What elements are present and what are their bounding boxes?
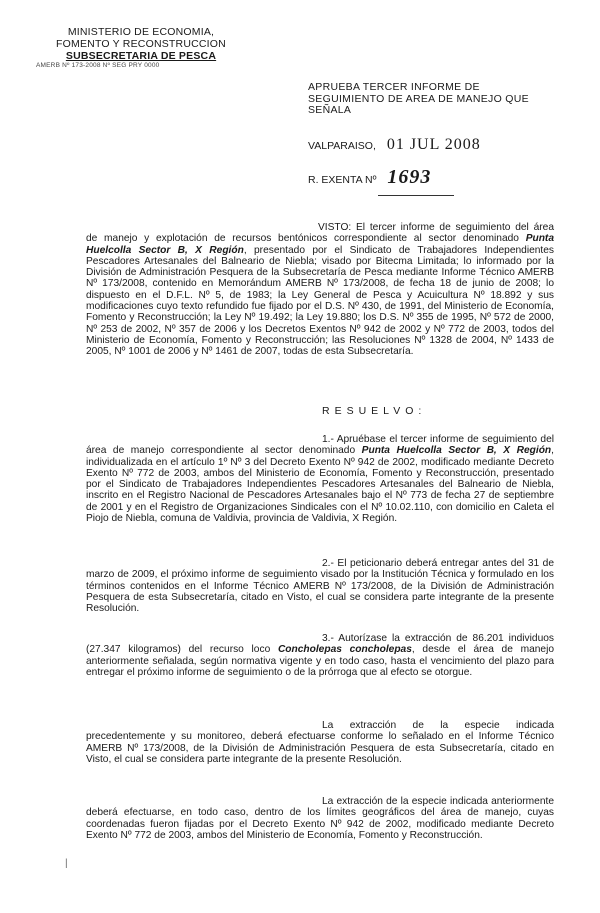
visto-text-a: El tercer informe de seguimiento del área de manejo y explotación de recursos bentónicos correspondiente al sector denominado [86,222,554,245]
exenta-number-line [308,166,431,189]
ministry-line-1: MINISTERIO DE ECONOMIA, [67,26,215,38]
letterhead [36,26,246,70]
date-stamp: 01 JUL 2008 [386,136,481,153]
visto-paragraph [86,222,554,358]
point-3-lead: 3.- Autorízase la extracción de 86.201 individuos (27.347 kilogramos) del recurso loco [86,633,554,656]
resolution-point-3 [86,633,554,678]
reference-code: AMERB Nº 173-2008 Nº SEG PRY 0000 [36,62,160,69]
exenta-number: 1693 [387,166,432,188]
visto-label: VISTO: [318,222,352,233]
place-label: VALPARAISO, [308,140,376,152]
document-title: APRUEBA TERCER INFORME DE SEGUIMIENTO DE AREA DE MANEJO QUE SEÑALA [308,81,529,116]
extraction-paragraph-1 [86,720,554,765]
resolution-point-2 [86,558,554,614]
extraction-2-text: La extracción de la especie indicada anteriormente deberá efectuarse, en todo caso, dentro de los límites geográficos del área de manejo, cuyas coordenadas fueron fijadas por el Decreto Exento Nº 942 de 2002, modificado mediante Decreto Exento Nº 772 de 2003, ambos del Ministerio de Economía, Fomento y Reconstrucción. [86,796,554,841]
visto-text-b: , presentado por el Sindicato de Trabajadores Independientes Pescadores Artesanales del Balneario de Niebla; visado por Bitecma Limitada; lo informado por la División de Administración Pesquera de la Subsecretaría de Pesca mediante Informe Técnico AMERB Nº 173/2008, contenido en Memorándum AMERB Nº 173/2008, de fecha 18 de junio de 2008; lo dispuesto en el D.F.L. Nº 5, de 1983; la Ley General de Pesca y Acuicultura Nº 18.892 y sus modificaciones cuyo texto refundido fue fijado por el D.S. Nº 430, de 1991, del Ministerio de Economía, Fomento y Reconstrucción; la Ley Nº 19.492; la Ley 19.880; los D.S. Nº 355 de 1995, Nº 572 de 2000, Nº 253 de 2002, Nº 357 de 2006 y los Decretos Exentos Nº 942 de 2002 y Nº 772 de 2003, todos del Ministerio de Economía, Fomento y Reconstrucción; las Resoluciones Nº 1328 de 2004, Nº 1433 de 2005, Nº 1001 de 2006 y Nº 1461 de 2007, todas de esta Subsecretaría. [86,244,555,358]
point-1-sector: Punta Huelcolla Sector B, X Región [361,445,552,457]
resolution-point-1 [86,434,554,524]
margin-mark: | [65,858,68,869]
point-1-rest: , individualizada en el artículo 1º Nº 3 del Decreto Exento Nº 942 de 2002, modificado mediante Decreto Exento Nº 772 de 2003, ambos del Ministerio de Economía, Fomento y Reconstrucción, presentado por el Sindicato de Trabajadores Independientes Pescadores Artesanales del Balneario de Niebla, inscrito en el Registro Nacional de Pescadores Artesanales bajo el Nº 773 de fecha 27 de septiembre de 2001 y en el Registro de Organizaciones Sindicales con el Nº 10.02.110, con domicilio en Caleta el Piojo de Niebla, comuna de Valdivia, provincia de Valdivia, X Región. [86,445,554,525]
ministry-line-2: FOMENTO Y RECONSTRUCCION [56,38,226,50]
place-date [308,136,481,154]
exenta-label: R. EXENTA Nº [308,174,377,186]
point-2-text: 2.- El peticionario deberá entregar antes del 31 de marzo de 2009, el próximo informe de seguimiento visado por la Institución Técnica y formulado en los términos contenidos en el Informe Técnico AMERB Nº 173/2008, de la División de Administración Pesquera de esta Subsecretaría, citado en Visto, el cual se considera parte integrante de la presente Resolución. [86,558,554,615]
point-3-species: Concholepas concholepas [277,644,412,656]
number-underline [378,195,454,196]
point-1-lead: 1.- Apruébase el tercer informe de seguimiento del área de manejo correspondiente al sector denominado [86,434,554,457]
visto-sector: Punta Huelcolla Sector B, X Región [86,233,554,256]
extraction-paragraph-2 [86,796,554,841]
resuelvo-heading: RESUELVO: [322,405,427,417]
point-3-rest: , desde el área de manejo anteriormente señalada, según normativa vigente y en todo caso, hasta el vencimiento del plazo para entregar el próximo informe de seguimiento o de la prórroga que al efecto se otorgue. [86,644,554,678]
subsecretaria-line: SUBSECRETARIA DE PESCA [65,50,217,62]
extraction-1-text: La extracción de la especie indicada precedentemente y su monitoreo, deberá efectuarse conforme lo señalado en el Informe Técnico AMERB Nº 173/2008, de la División de Administración Pesquera de esta Subsecretaría, citado en Visto, el cual se considera parte integrante de la presente Resolución. [86,720,554,765]
